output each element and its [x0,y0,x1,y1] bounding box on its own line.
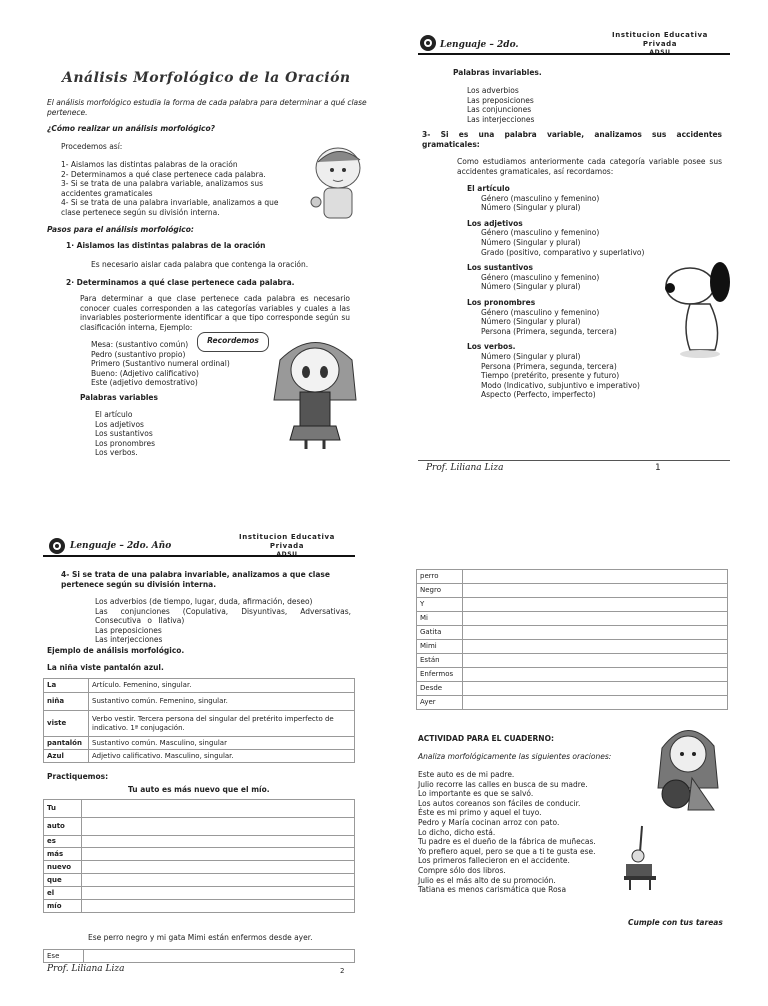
practice-answer-cell[interactable] [82,874,355,887]
table-row [44,818,355,836]
practice-answer-cell[interactable] [82,800,355,818]
word-cell: Gatita [417,626,463,640]
accident-group [467,342,667,400]
step-item: 1- Aislamos las distintas palabras de la oración [61,160,238,169]
header-rule [418,53,730,55]
activity-title: ACTIVIDAD PARA EL CUADERNO: [418,734,554,743]
accident-group [467,263,667,292]
institution-line: Institucion Educativa [239,533,335,541]
sentence-item: Este auto es de mi padre. [418,770,515,779]
table-row [44,737,355,750]
section3-title: 3- Si es una palabra variable, analizamos sus accidentes gramaticales: [422,130,722,149]
table-word: Azul [44,750,89,763]
sentence-item: Tu padre es el dueño de la fábrica de muñecas. [418,837,596,847]
table-word: La [44,679,89,693]
analysis-table [43,678,355,763]
accident-group [467,219,667,257]
word-cell: Negro [417,584,463,598]
thinking-girl-illustration [302,142,372,222]
section4-list [95,597,351,645]
pasos-heading: Pasos para el análisis morfológico: [47,225,194,234]
page-number: 2 [340,967,345,975]
activity-sentences [418,770,638,895]
example-item: Bueno: (Adjetivo calificativo) [91,368,199,378]
practice-word: que [44,874,82,887]
bubble-text: Recordemos [207,336,259,345]
header-subject: Lenguaje – 2do. [440,40,519,50]
answer-cell[interactable] [463,626,728,640]
group-title: Los pronombres [467,297,536,307]
sentence-item: Los autos coreanos son fáciles de conducir. [418,798,581,808]
table-row [44,950,355,963]
word-cell: Ayer [417,696,463,710]
header-institution [232,533,342,555]
table-desc: Artículo. Femenino, singular. [89,679,355,693]
table-desc: Adjetivo calificativo. Masculino, singular. [89,750,355,763]
table-row [44,848,355,861]
group-item: Modo (Indicativo, subjuntivo e imperativo) [481,380,640,390]
group-item: Número (Singular y plural) [481,237,581,247]
step1-title: 1· Aislamos las distintas palabras de la oración [66,241,266,250]
girl-with-ball-illustration [648,718,728,818]
table-desc: Sustantivo común. Masculino, singular [89,737,355,750]
word-cell: perro [417,570,463,584]
sentence-item: Compre sólo dos libros. [418,865,506,875]
group-item: Tiempo (pretérito, presente y futuro) [481,371,620,381]
table-row [417,584,728,598]
step-item: 4- Si se trata de una palabra invariable, analizamos a que clase pertenece según su división interna. [61,198,279,217]
practice-word: mío [44,900,82,913]
sentence-item: Lo dicho, dicho está. [418,827,496,837]
steps-list [61,160,296,218]
step2-text: Para determinar a que clase pertenece cada palabra es necesario conocer cuales corresponden a las categorías variables y cuales a las invariables posteriormente identificar a que tipo corresponde según su clasificación interna, Ejemplo: [80,294,350,332]
variable-item: Los adjetivos [95,419,144,429]
step2-title: 2· Determinamos a qué clase pertenece cada palabra. [66,278,295,287]
question-heading: ¿Cómo realizar un análisis morfológico? [47,124,216,133]
activity-instruction: Analiza morfológicamente las siguientes oraciones: [418,752,612,761]
invariables-list [467,86,534,124]
practice-word: Tu [44,800,82,818]
accidents-groups [467,184,667,400]
table-row [44,861,355,874]
sentence-item: Pedro y María cocinan arroz con pato. [418,817,560,827]
example-item: Mesa: (sustantivo común) [91,340,189,349]
table-row [44,711,355,737]
table-row [44,800,355,818]
sentence-item: Éste es mi primo y aquel el tuyo. [418,808,542,818]
example-heading: Ejemplo de análisis morfológico. [47,646,185,655]
section4-item: Las preposiciones [95,625,162,635]
practice-answer-cell[interactable] [82,887,355,900]
invariable-item: Las preposiciones [467,95,534,105]
practice-heading: Practiquemos: [47,772,109,781]
table-row [44,679,355,693]
section4-item: Las conjunciones (Copulativa, Disyuntivas, Adversativas, Consecutiva o Ilativa) [95,606,351,626]
table-word: viste [44,711,89,737]
sentence-item: Tatiana es menos carismática que Rosa [418,885,567,895]
practice-word: más [44,848,82,861]
example-sentence: La niña viste pantalón azul. [47,663,164,672]
group-title: Los adjetivos [467,218,523,228]
words-table [416,569,728,710]
practice-word: nuevo [44,861,82,874]
word-cell: Mi [417,612,463,626]
invariable-item: Las conjunciones [467,105,532,115]
step1-text: Es necesario aislar cada palabra que contenga la oración. [91,260,309,269]
section4-item: Las interjecciones [95,635,163,645]
invariable-item: Los adverbios [467,86,519,95]
table-row [44,693,355,711]
second-sentence: Ese perro negro y mi gata Mimi están enfermos desde ayer. [88,933,313,942]
intro-paragraph: El análisis morfológico estudia la forma de cada palabra para determinar a qué clase pertenece. [47,98,367,117]
table-desc: Sustantivo común. Femenino, singular. [89,693,355,711]
footer-name: Prof. Liliana Liza [426,463,504,473]
table-row [417,696,728,710]
answer-cell[interactable] [463,584,728,598]
practice-answer-cell[interactable] [82,818,355,836]
group-item: Género (masculino y femenino) [481,193,600,203]
table-row [417,640,728,654]
word-cell: Enfermos [417,668,463,682]
answer-cell[interactable] [463,612,728,626]
group-item: Número (Singular y plural) [481,351,581,361]
group-title: Los verbos. [467,342,516,352]
table-row [44,874,355,887]
group-item: Número (Singular y plural) [481,203,581,213]
table-desc: Verbo vestir. Tercera persona del singular del pretérito imperfecto de indicativo. 1ª conjugación. [89,711,355,737]
answer-cell[interactable] [463,570,728,584]
footer-name: Prof. Liliana Liza [47,964,125,974]
table-word: pantalón [44,737,89,750]
group-item: Género (masculino y femenino) [481,228,600,238]
table-row [44,836,355,848]
word-cell: Están [417,654,463,668]
sentence-item: Julio recorre las calles en busca de su madre. [418,779,588,789]
group-item: Género (masculino y femenino) [481,307,600,317]
group-item: Número (Singular y plural) [481,282,581,292]
section3-text: Como estudiamos anteriormente cada categoría variable posee sus accidentes gramaticales, así recordamos: [457,157,722,176]
group-item: Grado (positivo, comparativo y superlativo) [481,247,645,257]
practice-answer-cell[interactable] [82,861,355,874]
answer-cell[interactable] [463,654,728,668]
table-row [417,668,728,682]
second-sentence-table [43,949,355,963]
practice-word: es [44,836,82,848]
sentence-item: Los primeros fallecieron en el accidente. [418,856,570,866]
table-row [417,626,728,640]
institution-line: Privada [642,39,678,48]
institution-line: Institucion Educativa [612,31,708,39]
institution-line: ADSU [276,550,298,555]
header-subject: Lenguaje – 2do. Año [70,541,172,551]
variable-item: Los sustantivos [95,429,153,439]
practice-word: auto [44,818,82,836]
example-item: Este (adjetivo demostrativo) [91,378,198,388]
answer-cell[interactable] [463,696,728,710]
footer-rule [418,460,730,461]
sentence-item: Julio es el más alto de su promoción. [418,875,556,885]
group-item: Número (Singular y plural) [481,317,581,327]
page-number: 1 [655,463,661,473]
table-row [417,598,728,612]
answer-cell[interactable] [463,668,728,682]
group-item: Persona (Primera, segunda, tercera) [481,326,617,336]
table-row [417,682,728,696]
example-item: Primero (Sustantivo numeral ordinal) [91,359,230,369]
table-row [44,887,355,900]
variable-item: Los pronombres [95,438,156,448]
answer-cell[interactable] [463,640,728,654]
table-row [44,750,355,763]
word-cell: Mimi [417,640,463,654]
variables-title: Palabras variables [80,393,158,402]
step-item: 3- Si se trata de una palabra variable, analizamos sus accidentes gramaticales [61,179,264,198]
accident-group [467,298,667,336]
group-item: Aspecto (Perfecto, imperfecto) [481,390,596,400]
answer-cell[interactable] [463,598,728,612]
group-item: Género (masculino y femenino) [481,272,600,282]
sentence-item: Lo importante es que se salvó. [418,789,534,799]
sentence-item: Yo prefiero aquel, pero se que a ti te gusta ese. [418,846,596,856]
table-row [417,612,728,626]
header-institution [605,31,715,53]
word-cell: Ese [44,950,84,963]
word-cell: Y [417,598,463,612]
invariable-item: Las interjecciones [467,114,535,124]
variables-list [95,410,155,458]
table-row [417,570,728,584]
practice-answer-cell[interactable] [82,848,355,861]
step-item: 2- Determinamos a qué clase pertenece cada palabra. [61,169,266,179]
practice-table [43,799,355,913]
table-word: niña [44,693,89,711]
word-cell: Desde [417,682,463,696]
answer-cell[interactable] [84,950,355,963]
practice-answer-cell[interactable] [82,900,355,913]
institution-line: ADSU [649,48,671,53]
speech-bubble [197,332,269,352]
table-row [44,900,355,913]
practice-sentence: Tu auto es más nuevo que el mío. [128,785,270,794]
institution-line: Privada [269,541,305,550]
group-title: Los sustantivos [467,263,533,273]
variable-item: Los verbos. [95,448,138,458]
invariables-title: Palabras invariables. [453,68,542,77]
section4-title: 4- Si se trata de una palabra invariable, analizamos a que clase pertenece según su división interna. [61,570,330,589]
example-item: Pedro (sustantivo propio) [91,349,186,359]
table-row [417,654,728,668]
accident-group [467,184,667,213]
procedemos-text: Procedemos así: [61,142,123,151]
group-title: El artículo [467,184,510,193]
header-rule [43,555,355,557]
closing-note: Cumple con tus tareas [628,918,723,927]
practice-word: el [44,887,82,900]
anime-girl-illustration [260,330,370,450]
school-logo-icon [47,537,67,555]
practice-answer-cell[interactable] [82,836,355,848]
group-item: Persona (Primera, segunda, tercera) [481,361,617,371]
section4-item: Los adverbios (de tiempo, lugar, duda, afirmación, deseo) [95,597,313,606]
dog-illustration [660,258,740,358]
page-title: Análisis Morfológico de la Oración [62,70,351,86]
school-logo-icon [418,34,438,52]
variable-item: El artículo [95,410,133,419]
answer-cell[interactable] [463,682,728,696]
